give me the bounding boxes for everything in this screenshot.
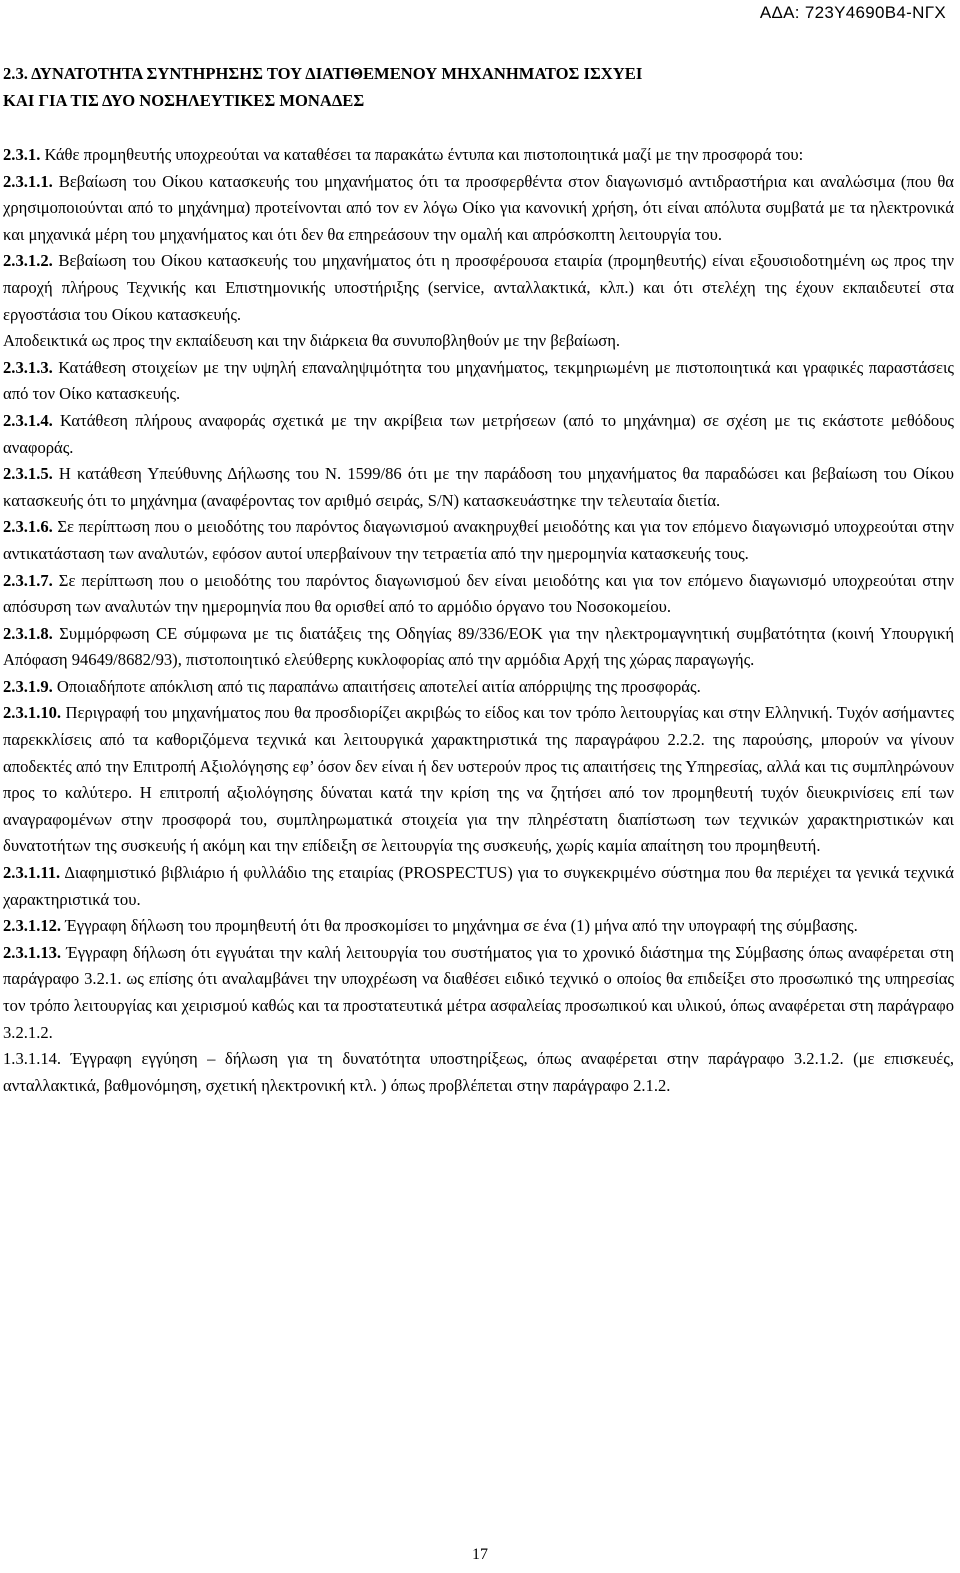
item-2-3-1-5 bbox=[3, 461, 954, 514]
document-body bbox=[3, 60, 954, 1099]
item-number: 2.3.1.12. bbox=[3, 916, 62, 936]
item-number: 2.3.1.7. bbox=[3, 570, 53, 590]
item-text: Κατάθεση στοιχείων με την υψηλή επαναληψιμότητα του μηχανήματος, τεκμηριωμένη με πιστοποιητικά και γραφικές παραστάσεις από τον Οίκο κατασκευής. bbox=[3, 357, 954, 404]
item-text: Έγγραφη δήλωση του προμηθευτή ότι θα προσκομίσει το μηχάνημα σε ένα (1) μήνα από την υπογραφή της σύμβασης. bbox=[61, 916, 858, 936]
item-number: 2.3.1.6. bbox=[3, 517, 53, 537]
item-2-3-1-8 bbox=[3, 621, 954, 674]
item-2-3-1-11 bbox=[3, 860, 954, 913]
item-text: Σε περίπτωση που ο μειοδότης του παρόντος διαγωνισμού ανακηρυχθεί μειοδότης και για τον επόμενο διαγωνισμό υποχρεούται στην αντικατάσταση των αναλυτών, εφόσον αυτοί υπερβαίνουν την τετραετία από την ημερομηνία κατασκευής τους. bbox=[3, 517, 954, 563]
item-1-3-1-14: 1.3.1.14. Έγγραφη εγγύηση – δήλωση για τη δυνατότητα υποστηρίξεως, όπως αναφέρεται στην παράγραφο 3.2.1.2. (με επισκευές, ανταλλακτικά, βαθμονόμηση, σχετική ηλεκτρονική κτλ. ) όπως προβλέπεται στην παράγραφο 2.1.2. bbox=[3, 1049, 954, 1095]
item-text: Οποιαδήποτε απόκλιση από τις παραπάνω απαιτήσεις αποτελεί αιτία απόρριψης της προσφοράς. bbox=[52, 676, 701, 696]
item-number: 2.3.1.10. bbox=[3, 703, 62, 723]
item-2-3-1-4 bbox=[3, 408, 954, 461]
intro-number: 2.3.1. bbox=[3, 145, 41, 164]
item-2-3-1-7 bbox=[3, 568, 954, 621]
item-number: 2.3.1.1. bbox=[3, 171, 53, 191]
section-heading bbox=[3, 60, 954, 114]
section-heading-line-1: 2.3. ΔΥΝΑΤΟΤΗΤΑ ΣΥΝΤΗΡΗΣΗΣ ΤΟΥ ΔΙΑΤΙΘΕΜΕΝΟΥ ΜΗΧΑΝΗΜΑΤΟΣ ΙΣΧΥΕΙ bbox=[3, 64, 643, 83]
item-text: Περιγραφή του μηχανήματος που θα προσδιορίζει ακριβώς το είδος και τον τρόπο λειτουργίας και στην Ελληνική. Τυχόν ασήμαντες παρεκκλίσεις από τα καθοριζόμενα τεχνικά και λειτουργικά χαρακτηριστικά της παραγράφου 2.2.2. της παρούσης, μπορούν να γίνουν αποδεκτές από την Επιτροπή Αξιολόγησης εφ’ όσον δεν είναι ή δεν υστερούν προς τις απαιτήσεις της Υπηρεσίας, αλλά και τις συμπληρώνουν προς το καλύτερο. Η επιτροπή αξιολόγησης δύναται κατά την κρίση της να ζητήσει από τον προμηθευτή τυχόν διευκρινίσεις επί των αναγραφομένων στην προσφορά του, συμπληρωματικά στοιχεία για την πληρέστατη διαπίστωση των τεχνικών χαρακτηριστικών και δυνατοτήτων της συσκευής ή ακόμη και την επίδειξη σε λειτουργία της συσκευής, χωρίς καμία απαίτηση του προμηθευτή. bbox=[3, 703, 954, 856]
intro-text: Κάθε προμηθευτής υποχρεούται να καταθέσει τα παρακάτω έντυπα και πιστοποιητικά μαζί με την προσφορά του: bbox=[40, 145, 804, 164]
item-2-3-1-6 bbox=[3, 514, 954, 567]
item-number: 2.3.1.5. bbox=[3, 464, 53, 484]
item-number: 2.3.1.13. bbox=[3, 942, 62, 962]
item-text: Συμμόρφωση CE σύμφωνα με τις διατάξεις της Οδηγίας 89/336/ΕΟΚ για την ηλεκτρομαγνητική συμβατότητα (κοινή Υπουργική Απόφαση 94649/8682/93), πιστοποιητικό ελεύθερης κυκλοφορίας από την αρμόδια Αρχή της χώρας παραγωγής. bbox=[3, 623, 954, 670]
item-2-3-1-9 bbox=[3, 674, 954, 701]
spacer bbox=[3, 114, 954, 142]
item-2-3-1-10 bbox=[3, 700, 954, 860]
item-2-3-1-2 bbox=[3, 248, 954, 328]
item-number: 2.3.1.4. bbox=[3, 410, 53, 430]
ada-code: ΑΔΑ: 723Υ4690Β4-ΝΓΧ bbox=[759, 3, 946, 22]
item-number: 2.3.1.11. bbox=[3, 863, 61, 883]
item-text: Η κατάθεση Υπεύθυνης Δήλωσης του Ν. 1599/86 ότι με την παράδοση του μηχανήματος θα παραδώσει και βεβαίωση του Οίκου κατασκευής ότι το μηχάνημα (αναφέροντας τον αριθμό σειράς, S/N) κατασκευάστηκε την τελευταία διετία. bbox=[3, 464, 954, 510]
item-2-3-1-2-note: Αποδεικτικά ως προς την εκπαίδευση και την διάρκεια θα συνυποβληθούν με την βεβαίωση. bbox=[3, 331, 621, 351]
item-number: 2.3.1.3. bbox=[3, 357, 53, 377]
page-number: 17 bbox=[472, 1546, 488, 1563]
item-2-3-1-3 bbox=[3, 355, 954, 408]
section-heading-line-2: ΚΑΙ ΓΙΑ ΤΙΣ ΔΥΟ ΝΟΣΗΛΕΥΤΙΚΕΣ ΜΟΝΑΔΕΣ bbox=[3, 91, 365, 110]
item-text: Βεβαίωση του Οίκου κατασκευής του μηχανήματος ότι τα προσφερθέντα στον διαγωνισμό αντιδραστήρια και αναλώσιμα (που θα χρησιμοποιούνται από το μηχάνημα) προτείνονται από τον εν λόγω Οίκο για κανονική χρήση, ότι είναι απόλυτα συμβατά με τα ηλεκτρονικά και μηχανικά μέρη του μηχανήματος και ότι δεν θα επηρεάσουν την ομαλή και απρόσκοπτη λειτουργία του. bbox=[3, 171, 954, 244]
intro-paragraph bbox=[3, 142, 954, 169]
item-2-3-1-12 bbox=[3, 913, 954, 940]
item-text: Διαφημιστικό βιβλιάριο ή φυλλάδιο της εταιρίας (PROSPECTUS) για το συγκεκριμένο σύστημα που θα περιέχει τα γενικά τεχνικά χαρακτηριστικά του. bbox=[3, 863, 954, 909]
item-2-3-1-1 bbox=[3, 169, 954, 249]
item-text: Κατάθεση πλήρους αναφοράς σχετικά με την ακρίβεια των μετρήσεων (από το μηχάνημα) σε σχέση με τις εκάστοτε μεθόδους αναφοράς. bbox=[3, 410, 954, 457]
item-2-3-1-13 bbox=[3, 940, 954, 1046]
item-number: 2.3.1.2. bbox=[3, 251, 53, 271]
item-text: Σε περίπτωση που ο μειοδότης του παρόντος διαγωνισμού δεν είναι μειοδότης και για τον επόμενο διαγωνισμό υποχρεούται στην απόσυρση των αναλυτών την ημερομηνία που θα ορισθεί από το αρμόδιο όργανο του Νοσοκομείου. bbox=[3, 570, 954, 617]
item-text: Βεβαίωση του Οίκου κατασκευής του μηχανήματος ότι η προσφέρουσα εταιρία (προμηθευτής) είναι εξουσιοδοτημένη ως προς την παροχή πλήρους Τεχνικής και Επιστημονικής υποστήριξης (service, ανταλλακτικά, κλπ.) και ότι στελέχη της έχουν εκπαιδευτεί στα εργοστάσια του Οίκου κατασκευής. bbox=[3, 251, 954, 324]
item-number: 2.3.1.8. bbox=[3, 623, 53, 643]
item-text: Έγγραφη δήλωση ότι εγγυάται την καλή λειτουργία του συστήματος για το χρονικό διάστημα της Σύμβασης όπως αναφέρεται στη παράγραφο 3.2.1. ως επίσης ότι αναλαμβάνει την υποχρέωση να διαθέσει ειδικό τεχνικό ο οποίος θα επιδείξει στο προσωπικό της υπηρεσίας τον τρόπο λειτουργίας και χειρισμού καθώς και τα προστατευτικά μέτρα ασφαλείας προσωπικού και υλικού, όπως αναφέρεται στη παράγραφο 3.2.1.2. bbox=[3, 942, 954, 1042]
item-number: 2.3.1.9. bbox=[3, 676, 53, 696]
